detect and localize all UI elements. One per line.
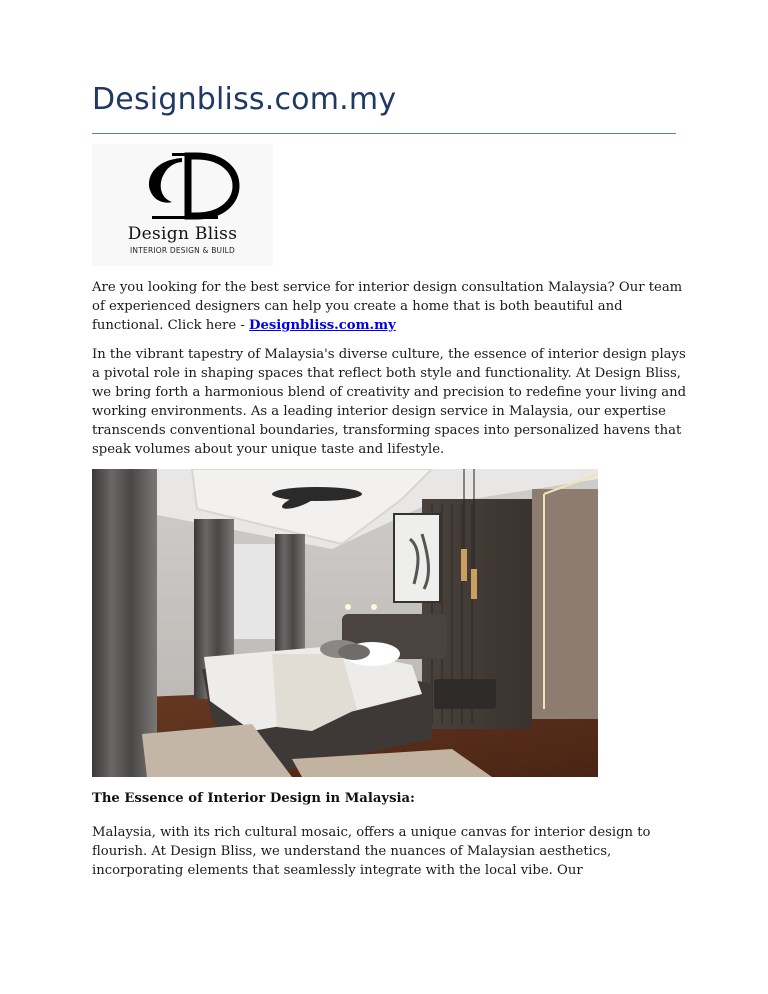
logo-tagline: INTERIOR DESIGN & BUILD	[130, 246, 235, 255]
designbliss-link[interactable]: Designbliss.com.my	[249, 318, 396, 333]
design-bliss-logo	[92, 144, 273, 266]
intro-text: Are you looking for the best service for interior design consultation Malaysia? Our team of experienced designers can help you create a home that is both beautiful and functional. Click here -	[92, 280, 683, 333]
document-title: Designbliss.com.my	[92, 82, 397, 117]
logo-wordmark: Design Bliss	[127, 224, 238, 244]
section-heading: The Essence of Interior Design in Malaysia:	[92, 791, 415, 806]
body-paragraph-culture: In the vibrant tapestry of Malaysia's diverse culture, the essence of interior design plays a pivotal role in shaping spaces that reflect both style and functionality. At Design Bliss, we bring forth a harmonious blend of creativity and precision to redefine your living and working environments. As a leading interior design service in Malaysia, our expertise transcends conventional boundaries, transforming spaces into personalized havens that speak volumes about your unique taste and lifestyle.	[92, 347, 687, 457]
body-paragraph-essence: Malaysia, with its rich cultural mosaic, offers a unique canvas for interior design to flourish. At Design Bliss, we understand the nuances of Malaysian aesthetics, incorporating elements that seamlessly integrate with the local vibe. Our	[92, 825, 651, 878]
db-monogram-icon	[92, 144, 273, 224]
bedroom-illustration	[92, 469, 598, 777]
title-underline-rule	[92, 133, 676, 134]
intro-paragraph	[92, 278, 692, 335]
bedroom-photo	[92, 469, 598, 777]
